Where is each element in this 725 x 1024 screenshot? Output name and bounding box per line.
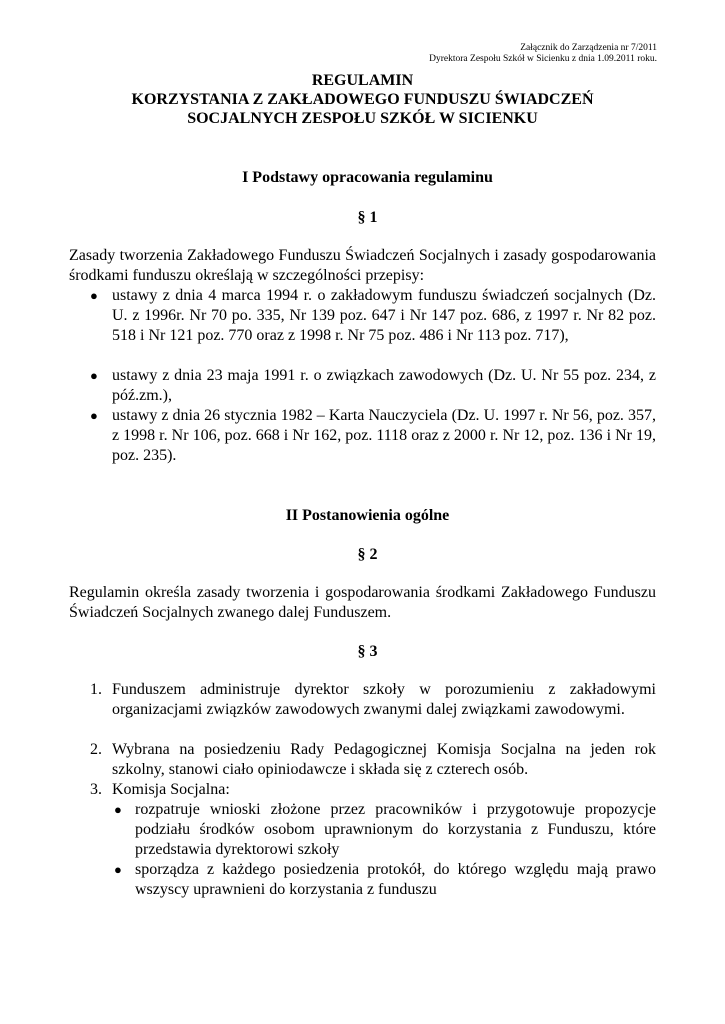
section-2-heading: II Postanowienia ogólne bbox=[285, 507, 450, 524]
commission-duty-2: sporządza z każdego posiedzenia protokół, do którego względu mają prawo wszyscy uprawnieni do korzystania z funduszu bbox=[135, 861, 656, 898]
section-1-heading: I Podstawy opracowania regulaminu bbox=[242, 169, 493, 186]
list-number: 3. bbox=[90, 781, 102, 798]
paragraph-1-intro: Zasady tworzenia Zakładowego Funduszu Świadczeń Socjalnych i zasady gospodarowania środkami funduszu określają w szczególności przepisy: bbox=[69, 247, 656, 284]
bullet-icon: ● bbox=[90, 288, 98, 303]
bullet-icon: ● bbox=[90, 368, 98, 383]
paragraph-3-sign: § 3 bbox=[357, 643, 378, 660]
legal-basis-item-3: ustawy z dnia 26 stycznia 1982 – Karta Nauczyciela (Dz. U. 1997 r. Nr 56, poz. 357, z 1998 r. Nr 106, poz. 668 i Nr 162, poz. 1118 oraz z 2000 r. Nr 12, poz. 136 i Nr 19, poz. 235). bbox=[112, 407, 656, 464]
paragraph-2-sign: § 2 bbox=[357, 546, 378, 563]
legal-basis-item-1: ustawy z dnia 4 marca 1994 r. o zakładowym funduszu świadczeń socjalnych (Dz. U. z 1996r. Nr 70 po. 335, Nr 139 poz. 647 i Nr 147 poz. 686, z 1997 r. Nr 82 poz. 518 i Nr 121 poz. 770 oraz z 1998 r. Nr 75 poz. 486 i Nr 113 poz. 717), bbox=[112, 287, 656, 344]
list-number: 1. bbox=[90, 681, 102, 698]
bullet-icon: ● bbox=[90, 408, 98, 423]
attachment-note-line2: Dyrektora Zespołu Szkół w Sicienku z dnia 1.09.2011 roku. bbox=[429, 54, 657, 64]
rule-item-1: Funduszem administruje dyrektor szkoły w porozumieniu z zakładowymi organizacjami związków zawodowych zwanymi dalej związkami zawodowymi. bbox=[112, 681, 656, 718]
list-number: 2. bbox=[90, 741, 102, 758]
rule-item-3: Komisja Socjalna: bbox=[112, 781, 230, 798]
commission-duty-1: rozpatruje wnioski złożone przez pracowników i przygotowuje propozycje podziału środków osobom uprawnionym do korzystania z Funduszu, które przedstawia dyrektorowi szkoły bbox=[135, 801, 656, 858]
paragraph-1-sign: § 1 bbox=[357, 209, 378, 226]
attachment-note-line1: Załącznik do Zarządzenia nr 7/2011 bbox=[520, 43, 657, 53]
document-title-line2: KORZYSTANIA Z ZAKŁADOWEGO FUNDUSZU ŚWIADCZEŃ bbox=[131, 91, 594, 108]
rule-item-2: Wybrana na posiedzeniu Rady Pedagogicznej Komisja Socjalna na jeden rok szkolny, stanowi ciało opiniodawcze i składa się z czterech osób. bbox=[112, 741, 656, 778]
document-title-line1: REGULAMIN bbox=[311, 72, 414, 89]
document-title-line3: SOCJALNYCH ZESPOŁU SZKÓŁ W SICIENKU bbox=[187, 110, 538, 127]
bullet-icon: ● bbox=[114, 862, 122, 877]
bullet-icon: ● bbox=[114, 802, 122, 817]
legal-basis-item-2: ustawy z dnia 23 maja 1991 r. o związkach zawodowych (Dz. U. Nr 55 poz. 234, z póź.zm.), bbox=[112, 367, 656, 404]
paragraph-2-text: Regulamin określa zasady tworzenia i gospodarowania środkami Zakładowego Funduszu Świadczeń Socjalnych zwanego dalej Funduszem. bbox=[69, 584, 656, 621]
